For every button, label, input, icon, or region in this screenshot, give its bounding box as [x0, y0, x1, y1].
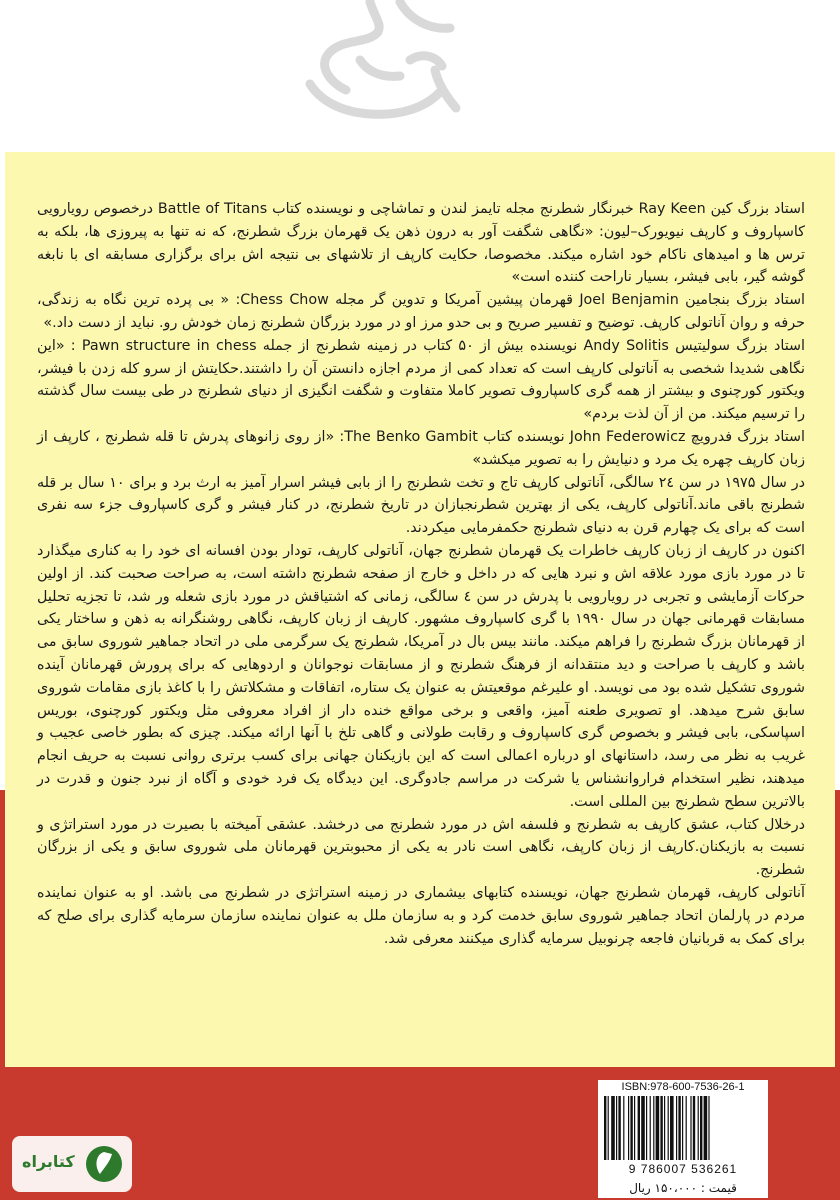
ketabrah-logo-icon: [82, 1142, 126, 1186]
blurb-paragraph-3: استاد بزرگ سولیتیس Andy Solitis نویسنده بیش از ۵۰ کتاب در زمینه شطرنج از جمله Pawn structure in chess : «این نگاهی شدیدا شخصی به آناتولی کارپف است که تعداد کمی از مردم اجازه دانستن آن را داشتند.حکایتش از سرو کله زدن با فیشر، ویکتور کورچنوی و بیشتر از همه گری کاسپاروف تصویر کاملا متفاوت و شگفت انگیزی از دنیای شطرنج در طی بیست سال گذشته را ترسیم میکند. من از آن لذت بردم»: [37, 337, 805, 423]
ketabrah-watermark: [12, 1136, 132, 1192]
blurb-paragraph-2: استاد بزرگ بنجامین Joel Benjamin قهرمان پیشین آمریکا و تدوین گر مجله Chess Chow: « بی پرده ترین نگاه به زندگی، حرفه و روان آناتولی کارپف. توضیح و تفسیر صریح و بی حدو مرز او در مورد بزرگان شطرنج زمان خودش رو. نباید از دست داد.»: [37, 292, 806, 331]
blurb-paragraph-6: اکنون در کارپف از زبان کارپف خاطرات یک قهرمان شطرنج جهان، آناتولی کارپف، تودار بودن افسانه ای خود را به کناری میگذارد تا در مورد بازی مورد علاقه اش و نبرد هایی که در داخل و خارج از صفحه شطرنج داشته است، به صراحت صحبت کند. از اولین حرکات آزمایشی و تجربی در رویارویی با پدرش در سن ٤ سالگی، زمانی که اشتیاقش در مورد بازی شعله ور شد، تا تجزیه تحلیل مسابقات قهرمانی جهان در سال ۱۹۹۰ با گری کاسپاروف مشهور. کارپف از زبان کارپف، نگاهی روشنگرانه به ذهن و ساختار یکی از قهرمانان بزرگ شطرنج را فراهم میکند. مانند بیس بال در آمریکا، شطرنج یک سرگرمی ملی در اتحاد جماهیر شوروی سابق می باشد و کارپف با صراحت و دید منتقدانه از فرهنگ شطرنج و از مسابقات نوجوانان و اردوهایی که برای پرورش قهرمانان آینده شوروی تشکیل شده بود می نویسد. او علیرغم موقعیتش به عنوان یک ستاره، اتفاقات و مشکلاتش را با کاغذ بازی مقامات شوروی سابق شرح میدهد. او تصویری طعنه آمیز، واقعی و برخی مواقع خنده دار از افراد معروفی مثل ویکتور کورچنوی، بوریس اسپاسکی، بابی فیشر و بخصوص گری کاسپاروف و رقابت طولانی و گاهی تلخ با آنها ارائه میکند. چیزی که بطور خاصی عجیب و غریب به نظر می رسد، داستانهای او درباره اعمالی است که این بازیکنان جهانی برای کسب برتری روانی نسبت به حریف انجام میدهند، نظیر استخدام فراروانشناس یا شرکت در مراسم جادوگری. این دیدگاه یک فرد خودی و آگاه از نبرد جنون و قدرت در بالاترین سطح شطرنج بین المللی است.: [37, 542, 805, 810]
isbn-barcode: [598, 1080, 768, 1178]
price-label: قیمت : ۱۵۰،۰۰۰ ریال: [598, 1178, 768, 1198]
isbn-text: ISBN:978-600-7536-26-1: [621, 1081, 745, 1093]
blurb-paragraph-1: استاد بزرگ کین Ray Keen خبرنگار شطرنج مجله تایمز لندن و تماشاچی و نویسنده کتاب Battle of Titans درخصوص رویارویی کاسپاروف و کارپف نیویورک–لیون: «نگاهی شگفت آور به درون ذهن یک قهرمان بزرگ شطرنج، که نه تنها به پیروزی ها، بلکه به ترس ها و امیدهای ناکام خود اشاره میکند. مخصوصا، حکایت کارپف از تلاشهای بی نتیجه اش برای برگزاری مسابقه ای با نابغه گوشه گیر، بابی فیشر، بسیار ناراحت کننده است»: [37, 201, 806, 286]
chess-knight-sketch-icon: [250, 0, 490, 125]
blurb-paragraph-7: درخلال کتاب، عشق کارپف به شطرنج و فلسفه اش در مورد شطرنج می درخشد. عشقی آمیخته با بصیرت در مورد استراتژی و نسبت به بازیکنان.کارپف از زبان کارپف، نگاهی است نادر به یکی از محبوبترین قهرمانان ملی شوروی سابق و یکی از بزرگان شطرنج.: [37, 816, 805, 879]
ketabrah-text: کتابراه: [22, 1152, 75, 1171]
barcode-number: 9 786007 536261: [628, 1162, 738, 1176]
barcode-icon: [604, 1096, 762, 1162]
blurb-panel: [5, 152, 835, 1067]
blurb-paragraph-8: آناتولی کارپف، قهرمان شطرنج جهان، نویسنده کتابهای بیشماری در زمینه استراتژی در شطرنج می باشد. او به عنوان نماینده مردم در پارلمان اتحاد جماهیر شوروی سابق خدمت کرد و به سازمان ملل به عنوان نماینده سازمان سرمایه گذاری برای صلح که برای کمک به قربانیان فاجعه چرنوبیل سرمایه گذاری میکنند معرفی شد.: [37, 884, 805, 947]
blurb-paragraph-4: استاد بزرگ فدرویچ John Federowicz نویسنده کتاب The Benko Gambit: «از روی زانوهای پدرش تا قله شطرنج ، کارپف از زبان کارپف چهره یک مرد و دنیایش را به تصویر میکشد»: [37, 428, 805, 468]
blurb-paragraph-5: در سال ۱۹۷۵ در سن ۲٤ سالگی، آناتولی کارپف تاج و تخت شطرنج را از بابی فیشر اسرار آمیز به ارث برد و برای ۱۰ سال بر قله شطرنج باقی ماند.آناتولی کارپف، یکی از بهترین شطرنجبازان در تاریخ شطرنج، در کنار فیشر و گری کاسپاروف جزء سه نفری است که برای یک چهارم قرن به دنیای شطرنج حکمفرمایی میکردند.: [37, 474, 805, 537]
